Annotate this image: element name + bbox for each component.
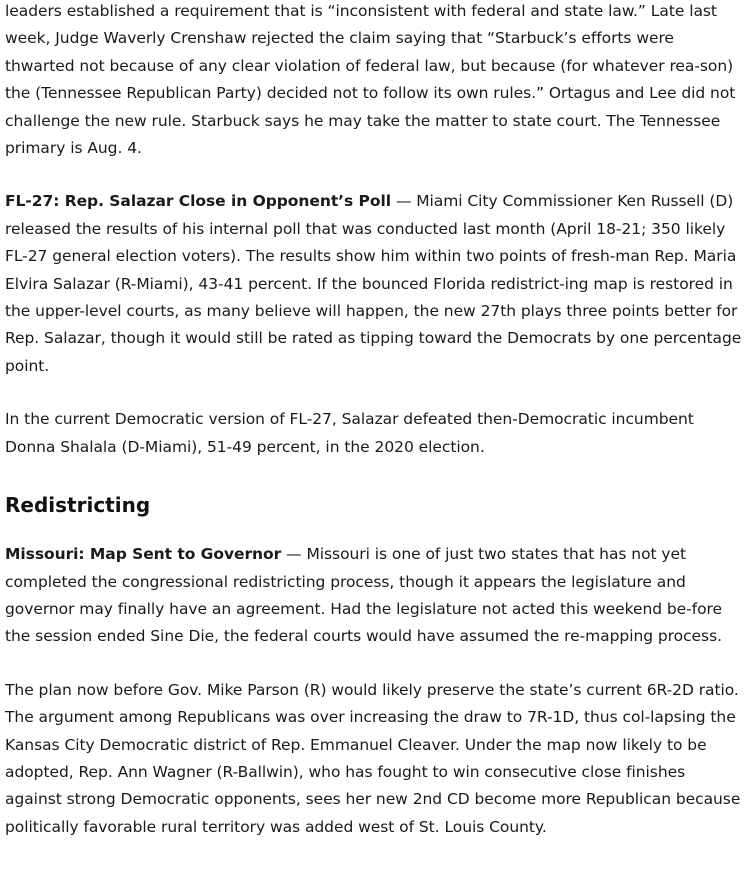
paragraph-missouri-followup [5, 677, 746, 841]
paragraph-text: leaders established a requirement that is “inconsistent with federal and state law.” Late last week, Judge Waverly Crenshaw rejected the claim saying that “Starbuck’s efforts were thwarted not because of any clear violation of federal law, but because (for whatever rea-son) the (Tennessee Republican Party) decided not to follow its own rules.” Ortagus and Lee did not challenge the new rule. Starbuck says he may take the matter to state court. The Tennessee primary is Aug. 4. [5, 2, 736, 158]
missouri-lead-heading: Missouri: Map Sent to Governor [5, 545, 282, 564]
fl27-body-text: — Miami City Commissioner Ken Russell (D) released the results of his internal poll that was conducted last month (April 18-21; 350 likely FL-27 general election voters). The results show him within two points of fresh-man Rep. Maria Elvira Salazar (R-Miami), 43-41 percent. If the bounced Florida redistrict-ing map is restored in the upper-level courts, as many believe will happen, the new 27th plays three points better for Rep. Salazar, though it would still be rated as tipping toward the Democrats by one percentage point. [5, 192, 742, 375]
paragraph-tennessee-ruling [5, 0, 746, 162]
paragraph-text: In the current Democratic version of FL-27, Salazar defeated then-Democratic incumbent Donna Shalala (D-Miami), 51-49 percent, in the 2020 election. [5, 410, 694, 456]
paragraph-text: The plan now before Gov. Mike Parson (R) would likely preserve the state’s current 6R-2D ratio. The argument among Republicans was over increasing the draw to 7R-1D, thus col-lapsing the Kansas City Democratic district of Rep. Emmanuel Cleaver. Under the map now likely to be adopted, Rep. Ann Wagner (R-Ballwin), who has fought to win consecutive close finishes against strong Democratic opponents, sees her new 2nd CD become more Republican because politically favorable rural territory was added west of St. Louis County. [5, 680, 741, 836]
section-heading-redistricting: Redistricting [5, 493, 151, 518]
missouri-body-text: — Missouri is one of just two states that has not yet completed the congressional redistricting process, though it appears the legislature and governor may finally have an agreement. Had the legislature not acted this weekend be-fore the session ended Sine Die, the federal courts would have assumed the re-mapping process. [5, 545, 723, 646]
paragraph-missouri-map [5, 541, 746, 651]
paragraph-fl27-poll [5, 188, 746, 380]
paragraph-fl27-followup [5, 406, 746, 461]
fl27-lead-heading: FL-27: Rep. Salazar Close in Opponent’s Poll [5, 192, 391, 211]
